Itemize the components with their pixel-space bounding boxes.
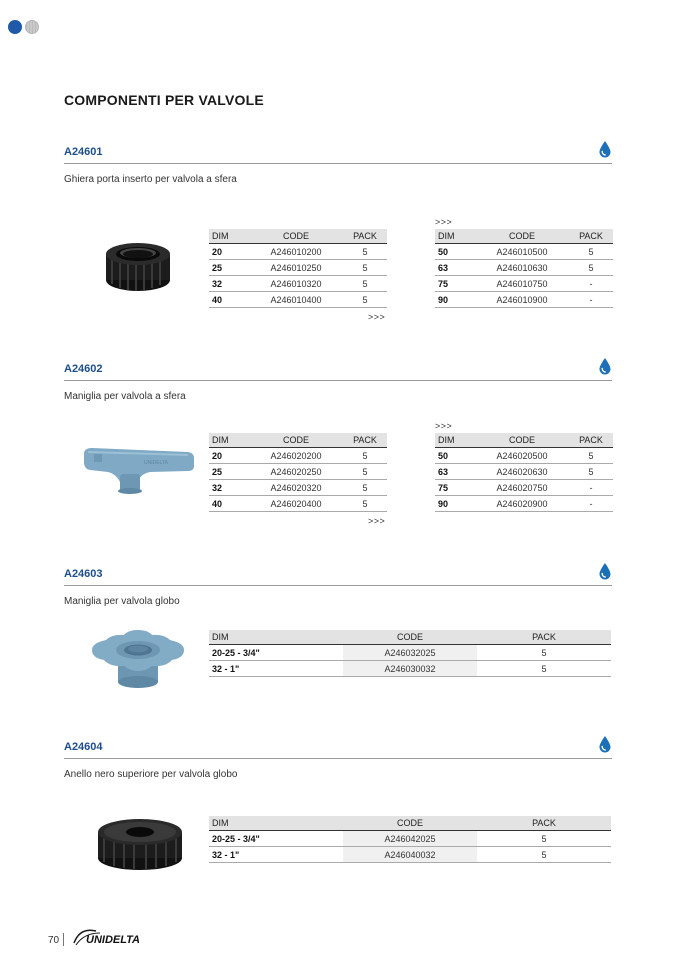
table-row: [209, 244, 387, 260]
cell-pack: 5: [569, 464, 613, 480]
water-drop-icon: [598, 140, 612, 158]
column-header-code: CODE: [475, 433, 569, 448]
cell-code: A246020400: [249, 496, 343, 512]
cell-pack: 5: [477, 645, 611, 661]
table-header-row: [209, 816, 611, 831]
section-a24602-table-right: [435, 433, 613, 512]
cell-dim: 25: [209, 260, 249, 276]
black-top-ring-image: [94, 812, 186, 874]
table-row: [435, 480, 613, 496]
table-row: [209, 496, 387, 512]
column-header-pack: PACK: [477, 816, 611, 831]
cell-dim: 32: [209, 480, 249, 496]
cell-pack: -: [569, 292, 613, 308]
column-header-code: CODE: [475, 229, 569, 244]
page-number: 70: [48, 935, 60, 946]
cell-dim: 40: [209, 496, 249, 512]
cell-dim: 32 - 1": [209, 847, 343, 863]
continued-arrows: >>>: [435, 217, 453, 227]
cell-pack: 5: [569, 244, 613, 260]
column-header-pack: PACK: [343, 433, 387, 448]
table-row: [435, 260, 613, 276]
section-a24603-table: [209, 630, 611, 677]
cell-code: A246030032: [343, 661, 477, 677]
cell-code: A246020630: [475, 464, 569, 480]
cell-dim: 20: [209, 244, 249, 260]
cell-pack: -: [569, 480, 613, 496]
cell-dim: 75: [435, 276, 475, 292]
cell-code: A246040032: [343, 847, 477, 863]
cell-code: A246020200: [249, 448, 343, 464]
column-header-code: CODE: [249, 433, 343, 448]
column-header-pack: PACK: [569, 229, 613, 244]
section-divider: [64, 380, 612, 381]
cell-dim: 50: [435, 448, 475, 464]
table-row: [435, 292, 613, 308]
svg-text:UNIDELTA: UNIDELTA: [144, 460, 168, 466]
water-drop-icon: [598, 357, 612, 375]
table-row: [209, 661, 611, 677]
cell-code: A246020250: [249, 464, 343, 480]
section-code: A24602: [64, 363, 103, 375]
cell-dim: 25: [209, 464, 249, 480]
table-row: [209, 464, 387, 480]
column-header-dim: DIM: [209, 433, 249, 448]
section-description: Ghiera porta inserto per valvola a sfera: [64, 174, 237, 185]
cell-pack: 5: [477, 661, 611, 677]
footer-divider: [63, 933, 64, 946]
column-header-dim: DIM: [435, 433, 475, 448]
column-header-dim: DIM: [209, 229, 249, 244]
column-header-dim: DIM: [209, 630, 343, 645]
section-description: Maniglia per valvola globo: [64, 596, 180, 607]
cell-pack: 5: [343, 276, 387, 292]
cell-pack: 5: [343, 292, 387, 308]
column-header-code: CODE: [343, 816, 477, 831]
cell-dim: 90: [435, 292, 475, 308]
cell-dim: 32: [209, 276, 249, 292]
section-a24604-table: [209, 816, 611, 863]
table-row: [435, 276, 613, 292]
cell-code: A246010250: [249, 260, 343, 276]
table-row: [435, 496, 613, 512]
table-header-row: [209, 433, 387, 448]
water-drop-icon: [598, 562, 612, 580]
cell-dim: 63: [435, 260, 475, 276]
column-header-pack: PACK: [477, 630, 611, 645]
continue-arrows: >>>: [368, 516, 386, 526]
continue-arrows: >>>: [368, 312, 386, 322]
cell-code: A246010630: [475, 260, 569, 276]
cell-pack: 5: [343, 496, 387, 512]
section-a24601-table-right: [435, 229, 613, 308]
column-header-dim: DIM: [435, 229, 475, 244]
table-header-row: [435, 433, 613, 448]
cell-code: A246020900: [475, 496, 569, 512]
black-threaded-ring-image: [100, 236, 176, 294]
section-code: A24601: [64, 146, 103, 158]
cell-pack: -: [569, 276, 613, 292]
table-row: [209, 292, 387, 308]
cell-pack: -: [569, 496, 613, 512]
page-indicator: [8, 20, 39, 34]
table-row: [209, 260, 387, 276]
cell-pack: 5: [343, 448, 387, 464]
water-drop-icon: [598, 735, 612, 753]
table-row: [435, 464, 613, 480]
column-header-code: CODE: [249, 229, 343, 244]
table-row: [209, 831, 611, 847]
section-a24602-table-left: [209, 433, 387, 512]
cell-code: A246010320: [249, 276, 343, 292]
table-header-row: [435, 229, 613, 244]
table-row: [209, 645, 611, 661]
cell-code: A246010750: [475, 276, 569, 292]
table-row: [435, 244, 613, 260]
cell-dim: 63: [435, 464, 475, 480]
continued-arrows: >>>: [435, 421, 453, 431]
unidelta-logo: [70, 925, 180, 949]
cell-dim: 20: [209, 448, 249, 464]
cell-code: A246042025: [343, 831, 477, 847]
cell-code: A246010500: [475, 244, 569, 260]
section-code: A24603: [64, 568, 103, 580]
table-row: [209, 276, 387, 292]
gray-dot-icon: [25, 20, 39, 34]
cell-dim: 90: [435, 496, 475, 512]
cell-pack: 5: [343, 480, 387, 496]
section-divider: [64, 758, 612, 759]
section-code: A24604: [64, 741, 103, 753]
cell-dim: 40: [209, 292, 249, 308]
table-row: [209, 847, 611, 863]
cell-code: A246010400: [249, 292, 343, 308]
cell-dim: 20-25 - 3/4": [209, 645, 343, 661]
cell-dim: 75: [435, 480, 475, 496]
cell-dim: 20-25 - 3/4": [209, 831, 343, 847]
cell-pack: 5: [569, 260, 613, 276]
table-row: [209, 448, 387, 464]
section-description: Anello nero superiore per valvola globo: [64, 769, 238, 780]
section-a24601-table-left: [209, 229, 387, 308]
cell-code: A246032025: [343, 645, 477, 661]
cell-pack: 5: [343, 260, 387, 276]
brand-name: UNIDELTA: [86, 934, 140, 946]
column-header-dim: DIM: [209, 816, 343, 831]
section-divider: [64, 163, 612, 164]
cell-code: A246020320: [249, 480, 343, 496]
cell-code: A246010900: [475, 292, 569, 308]
blue-dot-icon: [8, 20, 22, 34]
cell-code: A246020750: [475, 480, 569, 496]
cell-code: A246020500: [475, 448, 569, 464]
cell-pack: 5: [477, 847, 611, 863]
cell-pack: 5: [343, 244, 387, 260]
table-header-row: [209, 229, 387, 244]
cell-code: A246010200: [249, 244, 343, 260]
column-header-code: CODE: [343, 630, 477, 645]
table-header-row: [209, 630, 611, 645]
section-description: Maniglia per valvola a sfera: [64, 391, 186, 402]
blue-lever-handle-image: [80, 444, 196, 496]
cell-pack: 5: [477, 831, 611, 847]
cell-pack: 5: [569, 448, 613, 464]
table-row: [209, 480, 387, 496]
cell-dim: 50: [435, 244, 475, 260]
column-header-pack: PACK: [569, 433, 613, 448]
section-divider: [64, 585, 612, 586]
table-row: [435, 448, 613, 464]
column-header-pack: PACK: [343, 229, 387, 244]
blue-handwheel-image: [88, 626, 190, 690]
page-title: COMPONENTI PER VALVOLE: [64, 92, 264, 108]
cell-pack: 5: [343, 464, 387, 480]
cell-dim: 32 - 1": [209, 661, 343, 677]
